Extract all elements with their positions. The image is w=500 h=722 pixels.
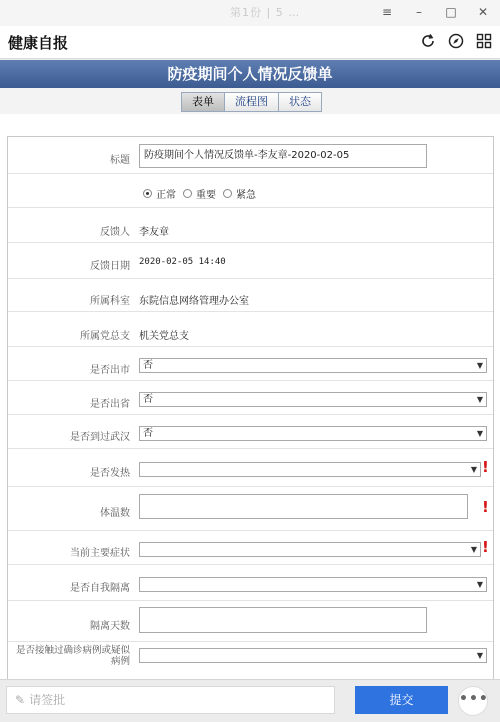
label-temperature: 体温数 xyxy=(100,508,130,519)
minimize-icon[interactable]: – xyxy=(416,5,422,19)
pen-icon: ✎ xyxy=(15,693,26,707)
contact-cases-select[interactable] xyxy=(139,648,487,663)
symptoms-select[interactable] xyxy=(139,542,481,557)
row-report-date xyxy=(8,242,493,279)
left-province-select[interactable] xyxy=(139,392,487,407)
label-contact-cases: 是否接触过确诊病例或疑似病例 xyxy=(15,645,130,667)
radio-normal-label: 正常 xyxy=(156,190,176,201)
visited-wuhan-value: 否 xyxy=(143,428,153,439)
tab-form[interactable]: 表单 xyxy=(181,92,225,112)
refresh-icon[interactable] xyxy=(420,33,436,49)
compass-icon[interactable] xyxy=(448,33,464,49)
row-department xyxy=(8,278,493,312)
maximize-icon[interactable]: □ xyxy=(445,5,457,19)
chevron-down-icon: ▼ xyxy=(476,651,483,660)
visited-wuhan-select[interactable] xyxy=(139,426,487,441)
left-city-value: 否 xyxy=(143,360,153,371)
label-subject: 标题 xyxy=(110,155,130,166)
left-city-select[interactable] xyxy=(139,358,487,373)
label-reporter: 反馈人 xyxy=(100,227,130,238)
row-visited-wuhan xyxy=(8,414,493,449)
row-reporter xyxy=(8,207,493,243)
tabs-bar xyxy=(0,88,500,115)
temperature-input[interactable] xyxy=(139,494,468,519)
label-visited-wuhan: 是否到过武汉 xyxy=(70,432,130,443)
form-title: 防疫期间个人情况反馈单 xyxy=(0,60,500,88)
chevron-down-icon: ▼ xyxy=(476,361,483,370)
label-symptoms: 当前主要症状 xyxy=(70,548,130,559)
label-department: 所属科室 xyxy=(90,296,130,307)
isolation-days-input[interactable] xyxy=(139,607,427,633)
row-priority xyxy=(8,173,493,208)
form-panel xyxy=(7,136,494,679)
priority-radio-group xyxy=(143,186,256,201)
grid-icon[interactable] xyxy=(476,33,492,49)
label-isolation-days: 隔离天数 xyxy=(90,621,130,632)
radio-important[interactable] xyxy=(183,189,192,198)
row-fever xyxy=(8,448,493,487)
left-province-value: 否 xyxy=(143,394,153,405)
window-ghost-title: 第1份 | 5 … xyxy=(230,6,301,19)
header-icons xyxy=(420,33,492,49)
required-mark: ! xyxy=(482,498,489,516)
party-branch-value: 机关党总支 xyxy=(139,331,189,342)
radio-important-label: 重要 xyxy=(196,190,216,201)
row-symptoms xyxy=(8,530,493,565)
window-titlebar xyxy=(0,0,500,26)
department-value: 东院信息网络管理办公室 xyxy=(139,296,249,307)
radio-urgent[interactable] xyxy=(223,189,232,198)
subject-input[interactable]: 防疫期间个人情况反馈单-李友章-2020-02-05 xyxy=(139,144,427,168)
app-header xyxy=(0,26,500,59)
fever-select[interactable] xyxy=(139,462,481,477)
row-subject xyxy=(8,137,493,174)
required-mark: ! xyxy=(482,458,489,476)
tab-status[interactable]: 状态 xyxy=(278,92,322,112)
tab-flowchart[interactable]: 流程图 xyxy=(224,92,279,112)
row-isolation-days xyxy=(8,600,493,642)
form-content xyxy=(0,114,500,679)
label-party-branch: 所属党总支 xyxy=(80,331,130,342)
comment-placeholder: 请签批 xyxy=(29,693,66,707)
row-party-branch xyxy=(8,311,493,347)
reporter-value: 李友章 xyxy=(139,227,169,238)
bottom-bar xyxy=(0,679,500,722)
chevron-down-icon: ▼ xyxy=(470,465,477,474)
form-tabs xyxy=(181,92,321,112)
more-options-button[interactable]: ••• xyxy=(458,686,488,716)
window-controls xyxy=(380,5,490,19)
app-title: 健康自报 xyxy=(8,34,69,52)
label-left-province: 是否出省 xyxy=(90,399,130,410)
self-isolation-select[interactable] xyxy=(139,577,487,592)
label-report-date: 反馈日期 xyxy=(90,261,130,272)
chevron-down-icon: ▼ xyxy=(470,545,477,554)
label-self-isolation: 是否自我隔离 xyxy=(70,583,130,594)
menu-icon[interactable]: ≡ xyxy=(381,5,393,19)
row-temperature xyxy=(8,486,493,531)
submit-button[interactable]: 提交 xyxy=(355,686,448,714)
row-self-isolation xyxy=(8,564,493,601)
report-date-value: 2020-02-05 14:40 xyxy=(139,257,226,267)
chevron-down-icon: ▼ xyxy=(476,429,483,438)
required-mark: ! xyxy=(482,538,489,556)
radio-urgent-label: 紧急 xyxy=(236,190,256,201)
chevron-down-icon: ▼ xyxy=(476,580,483,589)
label-left-city: 是否出市 xyxy=(90,365,130,376)
radio-normal[interactable] xyxy=(143,189,152,198)
label-fever: 是否发热 xyxy=(90,468,130,479)
chevron-down-icon: ▼ xyxy=(476,395,483,404)
row-left-province xyxy=(8,380,493,415)
row-left-city xyxy=(8,346,493,381)
row-contact-cases xyxy=(8,641,493,673)
close-icon[interactable]: ✕ xyxy=(477,5,489,19)
comment-input[interactable] xyxy=(6,686,335,714)
